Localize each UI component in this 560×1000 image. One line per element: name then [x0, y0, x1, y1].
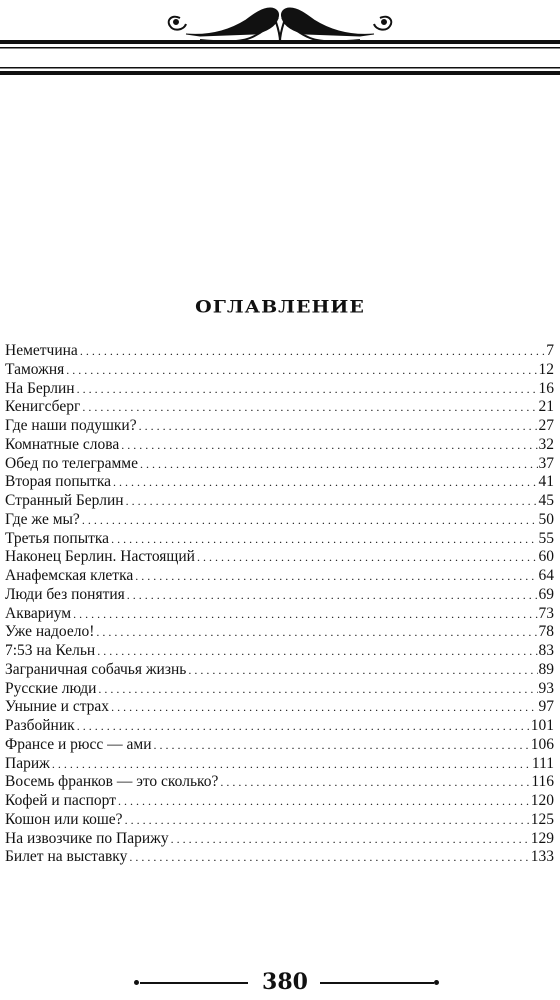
toc-entry-title: Кошон или коше? — [5, 810, 123, 828]
toc-entry-title: Анафемская клетка — [5, 567, 134, 584]
toc-entry-title: Заграничная собачья жизнь — [5, 660, 187, 678]
toc-entry — [5, 380, 554, 399]
header-ornament — [0, 0, 560, 90]
toc-entry-page: 64 — [538, 567, 554, 584]
toc-entry-title: Уже надоело! — [5, 623, 95, 641]
toc-entry-page: 16 — [538, 379, 554, 397]
toc-entry-title: Кенигсберг — [5, 398, 81, 416]
toc-entry — [5, 755, 554, 774]
toc-entry-page: 133 — [530, 848, 554, 866]
toc-entry-title: На Берлин — [5, 379, 75, 397]
toc-entry-title: Уныние и страх — [5, 698, 110, 716]
toc-entry — [5, 548, 554, 567]
toc-dot-leader — [140, 455, 538, 474]
toc-entry — [5, 811, 554, 830]
toc-entry-title: Париж — [5, 754, 50, 772]
toc-entry-page: 7 — [546, 342, 554, 359]
toc-entry — [5, 511, 554, 530]
toc-dot-leader — [80, 342, 545, 361]
toc-entry — [5, 455, 554, 474]
toc-entry — [5, 492, 554, 511]
toc-entry-title: Обед по телеграмме — [5, 454, 138, 472]
toc-dot-leader — [111, 530, 537, 549]
toc-dot-leader — [188, 661, 537, 680]
toc-entry-title: Наконец Берлин. Настоящий — [5, 548, 195, 566]
toc-entry-title: Где же мы? — [5, 510, 80, 528]
toc-dot-leader — [121, 436, 537, 455]
toc-dot-leader — [77, 380, 538, 399]
footer-dot-left — [134, 980, 139, 985]
toc-entry-title: Вторая попытка — [5, 473, 111, 491]
page-number: 380 — [262, 969, 308, 995]
toc-entry-page: 73 — [538, 604, 554, 622]
toc-entry-page: 60 — [538, 548, 554, 566]
toc-entry-page: 12 — [538, 360, 554, 378]
toc-entry-title: Аквариум — [5, 604, 72, 622]
toc-dot-leader — [111, 698, 537, 717]
toc-entry-page: 41 — [538, 473, 554, 491]
toc-dot-leader — [171, 830, 530, 849]
toc-dot-leader — [139, 417, 538, 436]
toc-entry-title: Люди без понятия — [5, 585, 125, 603]
toc-entry-page: 78 — [538, 623, 554, 641]
toc-entry — [5, 680, 554, 699]
scroll-flourish-icon — [169, 8, 392, 42]
toc-dot-leader — [125, 811, 530, 830]
toc-entry — [5, 473, 554, 492]
toc-dot-leader — [66, 361, 537, 380]
toc-entry-page: 106 — [530, 735, 554, 753]
toc-entry — [5, 417, 554, 436]
toc-entry-title: На извозчике по Парижу — [5, 829, 169, 847]
toc-list — [5, 342, 554, 867]
toc-entry-title: Неметчина — [5, 342, 78, 359]
toc-entry-page: 50 — [538, 510, 554, 528]
toc-entry-page: 69 — [538, 585, 554, 603]
toc-entry-page: 111 — [531, 754, 554, 772]
toc-dot-leader — [197, 548, 538, 567]
toc-dot-leader — [220, 773, 530, 792]
footer-rule-left — [140, 982, 248, 984]
toc-entry-page: 27 — [538, 417, 554, 434]
toc-entry-title: Где наши подушки? — [5, 417, 137, 434]
header-rules — [0, 40, 560, 75]
toc-entry-title: Восемь франков — это сколько? — [5, 773, 219, 791]
toc-dot-leader — [129, 848, 529, 867]
toc-entry-title: Третья попытка — [5, 529, 110, 547]
toc-title: ОГЛАВЛЕНИЕ — [195, 297, 365, 317]
toc-entry-title: Франсе и рюсс — ами — [5, 735, 152, 753]
toc-entry-page: 129 — [530, 829, 554, 847]
toc-entry-page: 55 — [538, 529, 554, 547]
toc-dot-leader — [154, 736, 530, 755]
toc-entry-page: 37 — [538, 454, 554, 472]
toc-entry — [5, 642, 554, 661]
toc-entry-title: Разбойник — [5, 717, 75, 734]
toc-entry-page: 89 — [538, 660, 554, 678]
toc-dot-leader — [98, 680, 537, 699]
toc-dot-leader — [127, 586, 538, 605]
toc-entry — [5, 361, 554, 380]
toc-entry-title: 7:53 на Кельн — [5, 642, 96, 659]
toc-dot-leader — [96, 623, 537, 642]
toc-entry — [5, 586, 554, 605]
toc-entry-title: Русские люди — [5, 679, 97, 697]
toc-dot-leader — [82, 511, 538, 530]
toc-dot-leader — [77, 717, 530, 736]
toc-entry — [5, 661, 554, 680]
toc-entry-page: 120 — [530, 792, 554, 809]
toc-entry — [5, 530, 554, 549]
toc-dot-leader — [126, 492, 538, 511]
toc-dot-leader — [97, 642, 537, 661]
toc-entry-page: 21 — [538, 398, 554, 416]
toc-entry — [5, 736, 554, 755]
toc-entry-page: 116 — [531, 773, 554, 791]
footer-rule-right — [320, 982, 434, 984]
toc-entry-title: Кофей и паспорт — [5, 792, 116, 809]
toc-dot-leader — [52, 755, 531, 774]
toc-entry-page: 97 — [538, 698, 554, 716]
toc-entry — [5, 398, 554, 417]
toc-dot-leader — [113, 473, 538, 492]
toc-entry — [5, 773, 554, 792]
toc-dot-leader — [118, 792, 530, 811]
toc-entry — [5, 342, 554, 361]
toc-dot-leader — [135, 567, 537, 586]
toc-entry-title: Комнатные слова — [5, 435, 120, 453]
toc-dot-leader — [82, 398, 537, 417]
toc-entry — [5, 567, 554, 586]
toc-entry — [5, 436, 554, 455]
toc-entry-page: 32 — [538, 435, 554, 453]
toc-entry — [5, 830, 554, 849]
toc-entry-title: Таможня — [5, 360, 65, 378]
toc-entry — [5, 698, 554, 717]
toc-entry — [5, 792, 554, 811]
footer-dot-right — [434, 980, 439, 985]
toc-entry — [5, 848, 554, 867]
toc-entry — [5, 623, 554, 642]
page-footer — [0, 968, 560, 996]
toc-dot-leader — [73, 605, 537, 624]
toc-entry-page: 101 — [530, 717, 554, 734]
toc-entry — [5, 717, 554, 736]
toc-entry-page: 93 — [538, 679, 554, 697]
toc-entry-title: Странный Берлин — [5, 492, 124, 509]
toc-entry-page: 125 — [530, 810, 554, 828]
toc-entry-title: Билет на выставку — [5, 848, 128, 866]
toc-entry-page: 45 — [538, 492, 554, 509]
toc-entry — [5, 605, 554, 624]
toc-entry-page: 83 — [538, 642, 554, 659]
